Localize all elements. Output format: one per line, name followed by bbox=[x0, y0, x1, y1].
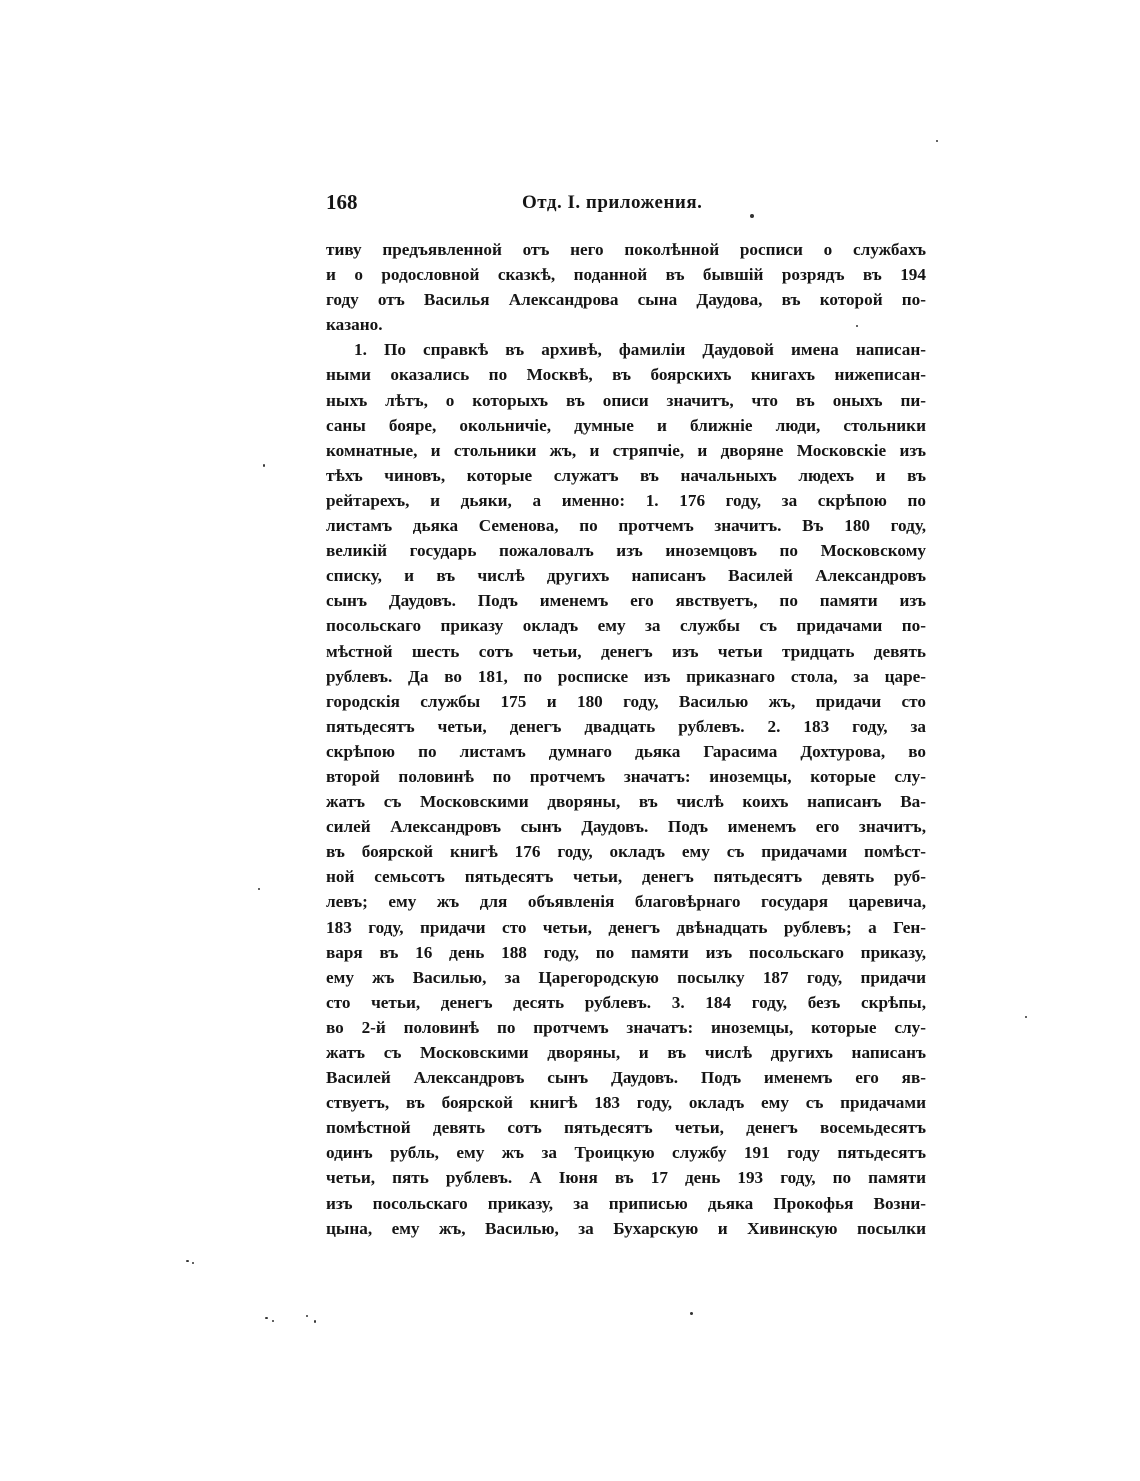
text-line: рублевъ. Да во 181, по росписке изъ приказнаго стола, за царе- bbox=[326, 666, 926, 686]
text-line: саны бояре, окольничiе, думные и ближнiе люди, стольники bbox=[326, 415, 926, 435]
text-line: силей Александровъ сынъ Даудовъ. Подъ именемъ его значитъ, bbox=[326, 817, 926, 837]
text-line: тиву предъявленной отъ него поколѣнной росписи о службахъ bbox=[326, 240, 926, 259]
text-line: варя въ 16 день 188 году, по памяти изъ посольскаго приказу, bbox=[326, 942, 926, 962]
scan-speck bbox=[936, 140, 938, 142]
text-line: посольскаго приказу окладъ ему за службы съ придачами по- bbox=[326, 616, 926, 636]
text-line: 183 году, придачи сто четьи, денегъ двѣнадцать рублевъ; а Ген- bbox=[326, 917, 926, 937]
text-line: списку, и въ числѣ другихъ написанъ Василей Александровъ bbox=[326, 566, 926, 586]
scan-speck bbox=[1025, 1016, 1027, 1018]
text-line: тѣхъ чиновъ, которые служатъ въ начальныхъ людехъ и въ bbox=[326, 465, 926, 485]
scan-speck bbox=[856, 325, 858, 327]
text-line: сто четьи, денегъ десять рублевъ. 3. 184 году, безъ скрѣпы, bbox=[326, 992, 926, 1012]
page-header bbox=[326, 190, 926, 222]
scan-speck bbox=[306, 1315, 308, 1317]
text-line: сынъ Даудовъ. Подъ именемъ его явствуетъ, по памяти изъ bbox=[326, 591, 926, 611]
body-text bbox=[326, 237, 926, 1241]
text-line: одинъ рубль, ему жъ за Троицкую службу 191 году пятьдесятъ bbox=[326, 1143, 926, 1163]
scan-speck bbox=[265, 1317, 268, 1319]
text-line: левъ; ему жъ для объявленiя благовѣрнаго государя царевича, bbox=[326, 892, 926, 912]
scan-speck bbox=[750, 214, 754, 218]
text-line: ныхъ лѣтъ, о которыхъ въ описи значитъ, что въ оныхъ пи- bbox=[326, 390, 926, 410]
text-line: жатъ съ Московскими дворяны, въ числѣ коихъ написанъ Ва- bbox=[326, 792, 926, 812]
text-line: рейтарехъ, и дьяки, а именно: 1. 176 году, за скрѣпою по bbox=[326, 490, 926, 510]
text-line: въ боярской книгѣ 176 году, окладъ ему съ придачами помѣст- bbox=[326, 842, 926, 862]
text-line: Василей Александровъ сынъ Даудовъ. Подъ именемъ его яв- bbox=[326, 1068, 926, 1088]
text-line: ными оказались по Москвѣ, въ боярскихъ книгахъ нижеписан- bbox=[326, 365, 926, 385]
scan-speck bbox=[192, 1262, 194, 1264]
text-line: помѣстной девять сотъ пятьдесятъ четьи, денегъ восемьдесятъ bbox=[326, 1118, 926, 1138]
text-line: ствуетъ, въ боярской книгѣ 183 году, окладъ ему съ придачами bbox=[326, 1093, 926, 1113]
text-line: ной семьсотъ пятьдесятъ четьи, денегъ пятьдесятъ девять руб- bbox=[326, 867, 926, 887]
text-line: ему жъ Василью, за Царегородскую посылку 187 году, придачи bbox=[326, 967, 926, 987]
text-line: мѣстной шесть сотъ четьи, денегъ изъ четьи тридцать девять bbox=[326, 641, 926, 661]
text-line: листамъ дьяка Семенова, по протчемъ значитъ. Въ 180 году, bbox=[326, 516, 926, 536]
text-line: великiй государь пожаловалъ изъ иноземцовъ по Московскому bbox=[326, 541, 926, 561]
text-line: городскiя службы 175 и 180 году, Василью жъ, придачи сто bbox=[326, 691, 926, 711]
text-line: году отъ Василья Александрова сына Даудова, въ которой по- bbox=[326, 290, 926, 310]
text-line: комнатные, и стольники жъ, и стряпчiе, и дворяне Московскiе изъ bbox=[326, 440, 926, 460]
scan-speck bbox=[272, 1320, 274, 1322]
scan-speck bbox=[690, 1312, 693, 1315]
text-line: жатъ съ Московскими дворяны, и въ числѣ другихъ написанъ bbox=[326, 1043, 926, 1062]
text-line: цына, ему жъ, Василью, за Бухарскую и Хивинскую посылки bbox=[326, 1218, 926, 1238]
text-line: четьи, пять рублевъ. А Iюня въ 17 день 193 году, по памяти bbox=[326, 1168, 926, 1188]
text-line: второй половинѣ по протчемъ значатъ: иноземцы, которые слу- bbox=[326, 766, 926, 786]
text-line: пятьдесятъ четьи, денегъ двадцать рублевъ. 2. 183 году, за bbox=[326, 716, 926, 736]
scan-speck bbox=[314, 1320, 316, 1323]
text-line: изъ посольскаго приказу, за приписью дьяка Прокофья Возни- bbox=[326, 1193, 926, 1213]
text-line: казано. bbox=[326, 315, 383, 335]
scan-speck bbox=[263, 464, 265, 467]
text-line: во 2-й половинѣ по протчемъ значатъ: иноземцы, которые слу- bbox=[326, 1017, 926, 1037]
text-line: скрѣпою по листамъ думнаго дьяка Гарасима Дохтурова, во bbox=[326, 741, 926, 761]
scan-speck bbox=[258, 888, 260, 890]
text-line: и о родословной сказкѣ, поданной въ бывшiй розрядъ въ 194 bbox=[326, 265, 926, 285]
page-number: 168 bbox=[326, 190, 358, 214]
running-title: Отд. I. приложения. bbox=[522, 192, 703, 213]
scan-speck bbox=[186, 1260, 189, 1262]
text-line: 1. По справкѣ въ архивѣ, фамилiи Даудовой имена написан- bbox=[354, 340, 926, 360]
